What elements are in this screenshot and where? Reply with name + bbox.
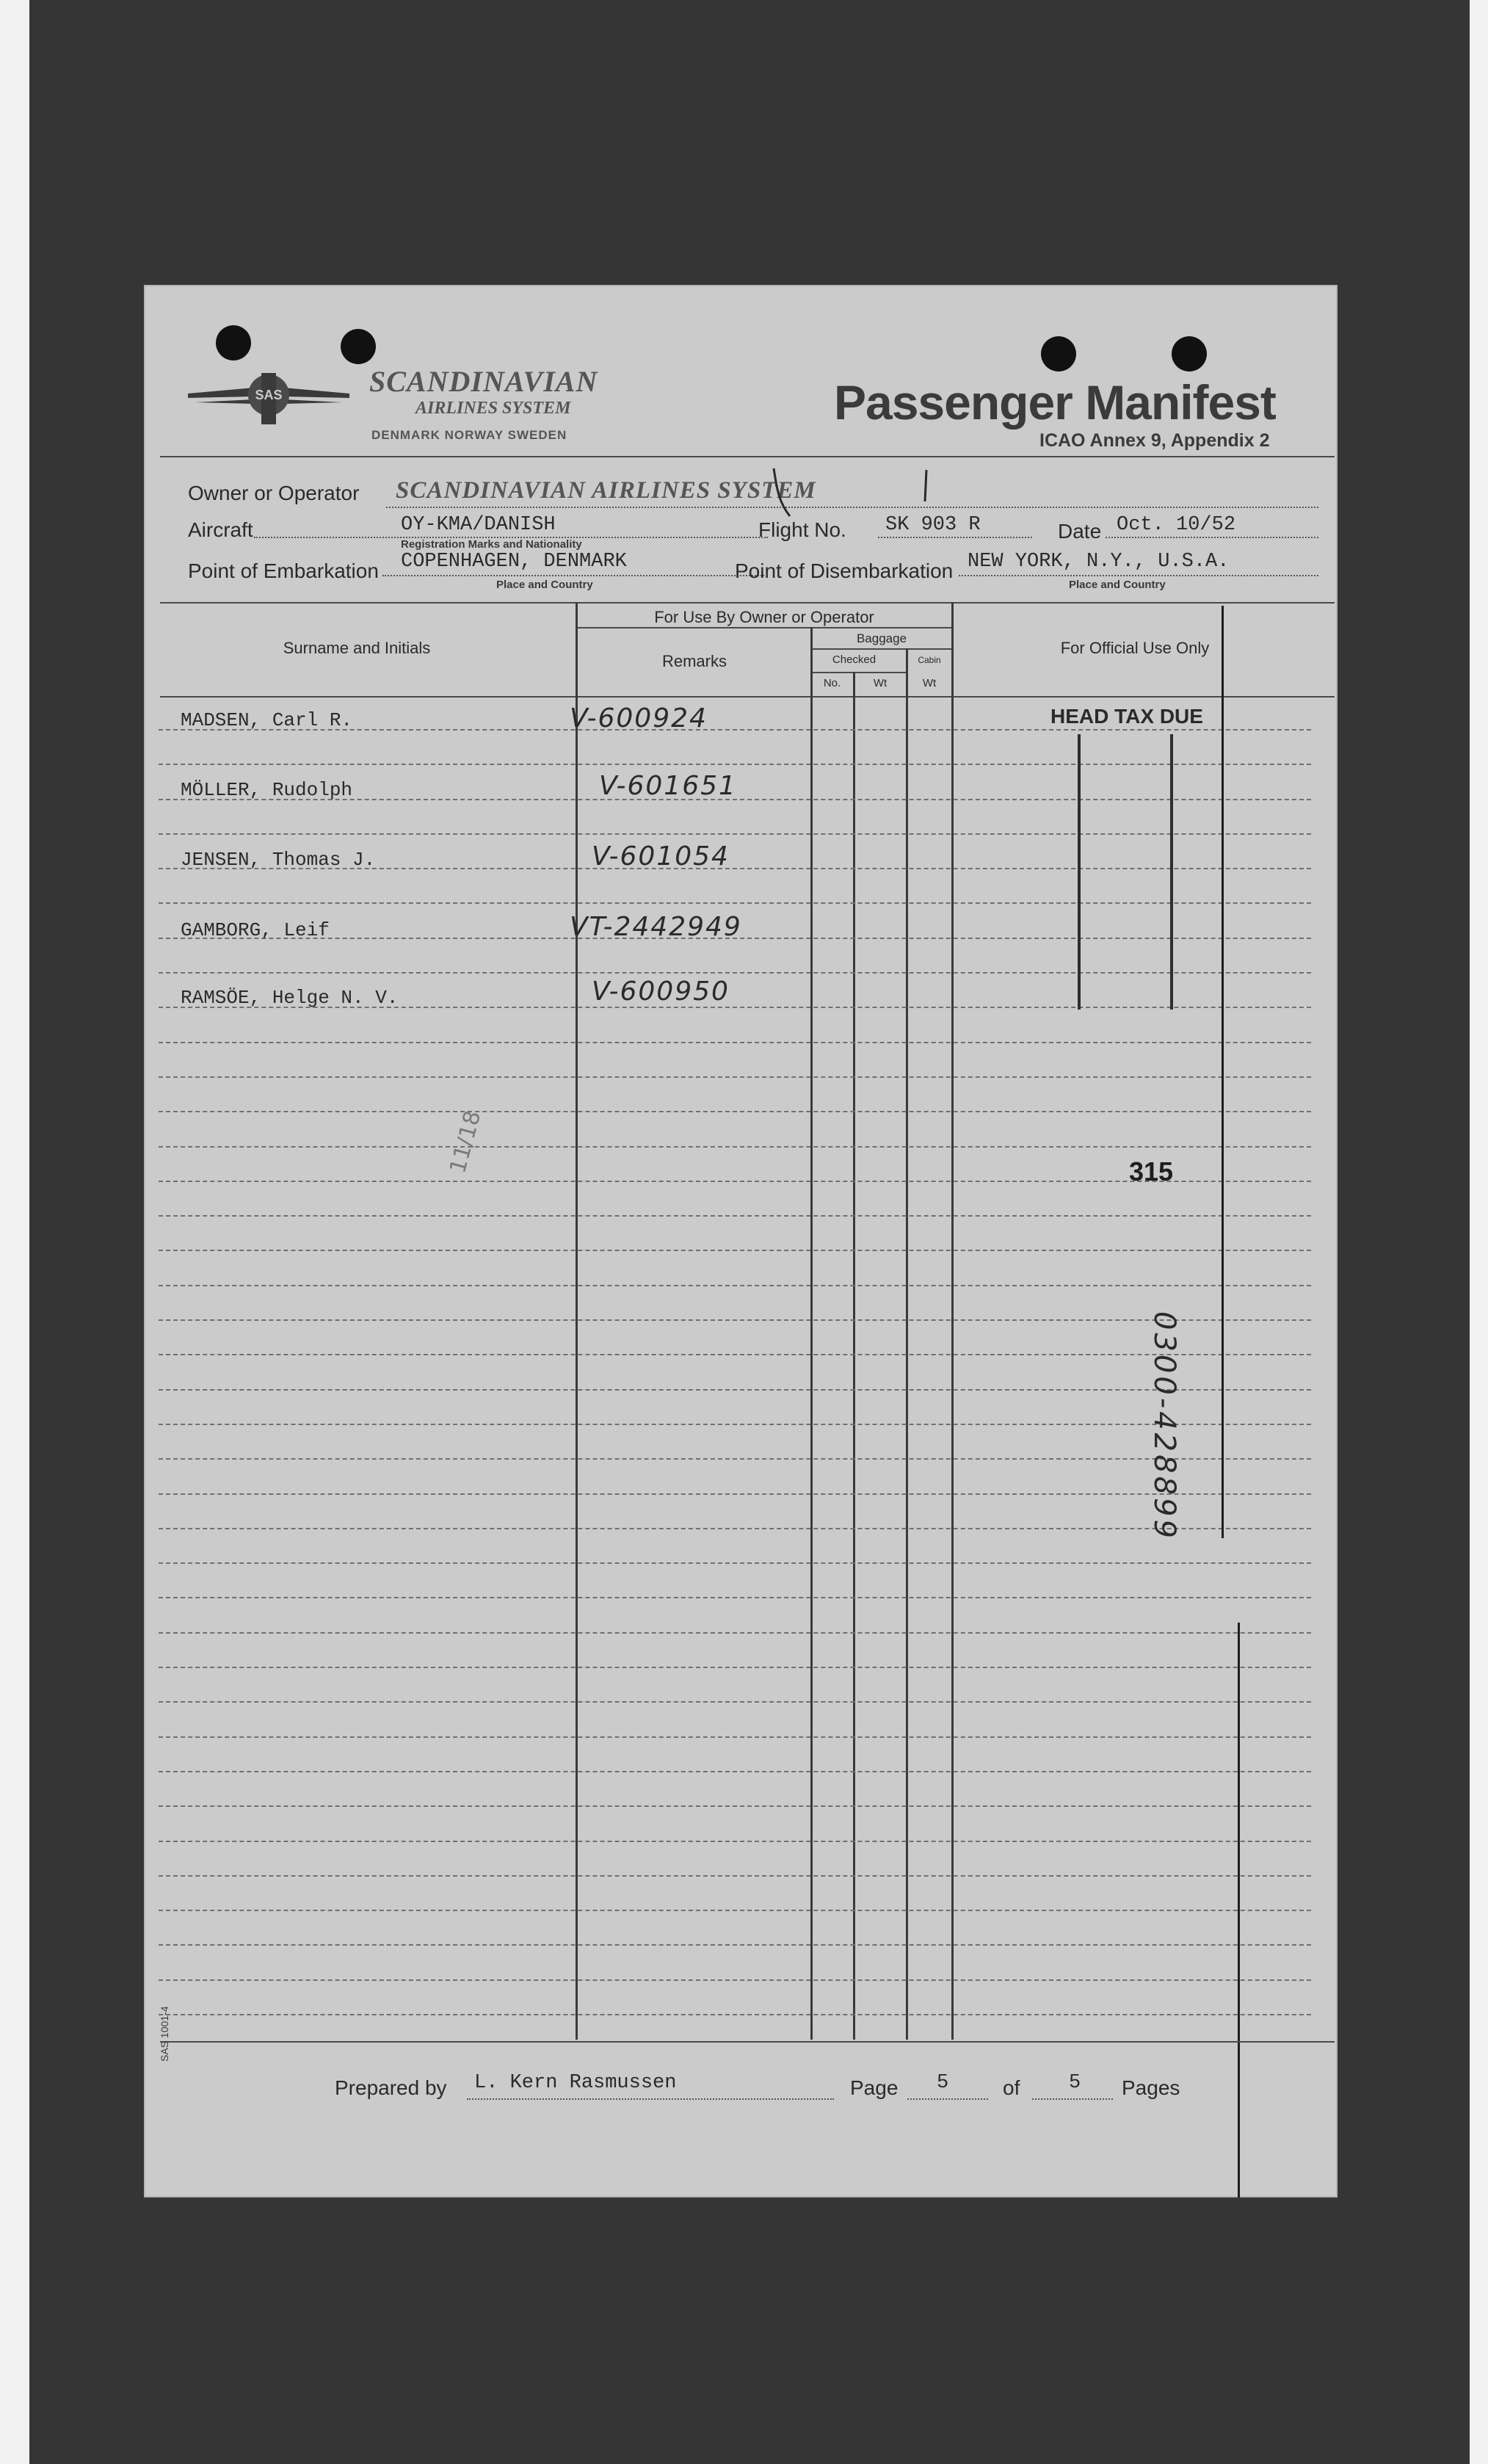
date-underline <box>1106 537 1318 538</box>
of-value: 5 <box>1069 2072 1081 2094</box>
disembarkation-underline <box>959 575 1318 576</box>
official-vertical-mark <box>1238 1623 1240 2197</box>
table-row-line <box>159 1528 1311 1529</box>
passenger-surname: RAMSÖE, Helge N. V. <box>181 987 399 1009</box>
svg-text:SAS: SAS <box>255 388 283 402</box>
table-row-line <box>159 1597 1311 1598</box>
table-row-line <box>159 1354 1311 1355</box>
table-row-line <box>159 1215 1311 1217</box>
punch-hole <box>1041 336 1076 372</box>
scan-border-left <box>0 0 29 2464</box>
aircraft-note: Registration Marks and Nationality <box>401 538 582 551</box>
col-no-header: No. <box>823 677 841 689</box>
prepared-by-value: L. Kern Rasmussen <box>474 2072 677 2094</box>
owner-group-divider <box>577 627 951 628</box>
table-row-line <box>159 1562 1311 1564</box>
punch-hole <box>341 329 376 364</box>
embarkation-value: COPENHAGEN, DENMARK <box>401 551 627 573</box>
of-label: of <box>1003 2076 1020 2099</box>
col-baggage-header: Baggage <box>856 631 907 645</box>
table-row-line <box>159 1701 1311 1703</box>
passenger-surname: MÖLLER, Rudolph <box>181 779 353 801</box>
table-header-bottom <box>160 696 1335 697</box>
scan-border-right <box>1470 0 1488 2464</box>
col-remarks-header: Remarks <box>661 652 727 670</box>
table-row-line <box>159 1285 1311 1286</box>
airline-subtitle: AIRLINES SYSTEM <box>415 399 571 418</box>
passenger-surname: MADSEN, Carl R. <box>181 709 353 731</box>
aircraft-label: Aircraft <box>188 518 253 541</box>
passenger-remarks: VT-2442949 <box>570 912 742 942</box>
punch-hole <box>216 325 251 360</box>
table-row-line <box>159 1076 1311 1078</box>
disembarkation-value: NEW YORK, N.Y., U.S.A. <box>968 551 1230 573</box>
col-cabin-wt-header: Wt <box>922 677 937 689</box>
footer-divider <box>160 2041 1335 2043</box>
table-row-line <box>159 2014 1311 2015</box>
bracket-line <box>1078 734 1081 1010</box>
prepared-underline <box>467 2098 834 2100</box>
table-row-line <box>159 1841 1311 1842</box>
date-value: Oct. 10/52 <box>1117 514 1236 536</box>
table-row-line <box>159 1944 1311 1946</box>
table-row-line <box>159 1319 1311 1321</box>
pen-mark-icon <box>921 468 935 505</box>
owner-value: SCANDINAVIAN AIRLINES SYSTEM <box>396 477 816 504</box>
table-row-line <box>159 1910 1311 1911</box>
passenger-list <box>159 703 1326 916</box>
page-underline <box>907 2098 988 2100</box>
flight-underline <box>878 537 1032 538</box>
table-row-line <box>159 1667 1311 1668</box>
punch-hole <box>1172 336 1207 372</box>
margin-pencil-note: 11/18 <box>445 1108 487 1176</box>
airline-name: SCANDINAVIAN <box>369 365 598 398</box>
official-vertical-mark <box>1222 606 1224 1538</box>
flight-value: SK 903 R <box>885 514 981 536</box>
owner-underline <box>386 507 1318 508</box>
date-label: Date <box>1058 520 1102 543</box>
bracket-line <box>1170 734 1173 1010</box>
embarkation-label: Point of Embarkation <box>188 559 379 582</box>
table-row-line <box>159 1146 1311 1148</box>
pages-label: Pages <box>1122 2076 1180 2099</box>
table-top-border <box>160 602 1335 604</box>
airline-countries: DENMARK NORWAY SWEDEN <box>371 428 567 442</box>
table-row-line <box>159 1493 1311 1495</box>
col-owner-group-header: For Use By Owner or Operator <box>654 608 874 626</box>
of-underline <box>1032 2098 1113 2100</box>
table-row-line <box>159 1250 1311 1251</box>
official-number: 315 <box>1129 1156 1174 1186</box>
passenger-remarks: V-601651 <box>599 771 737 801</box>
side-handwritten-number: 0300-428899 <box>1147 1311 1181 1541</box>
passenger-surname: JENSEN, Thomas J. <box>181 849 376 871</box>
page-label: Page <box>850 2076 899 2099</box>
passenger-surname: GAMBORG, Leif <box>181 919 330 941</box>
aircraft-value: OY-KMA/DANISH <box>401 514 556 536</box>
table-row-line <box>159 1805 1311 1807</box>
table-row-line <box>159 1979 1311 1981</box>
embarkation-note: Place and Country <box>496 579 593 591</box>
col-wt-header: Wt <box>873 677 888 689</box>
embarkation-underline <box>382 575 764 576</box>
baggage-divider <box>812 648 951 650</box>
col-surname-header: Surname and Initials <box>283 639 431 657</box>
page-subtitle: ICAO Annex 9, Appendix 2 <box>1039 430 1270 451</box>
head-tax-stamp: HEAD TAX DUE <box>1050 705 1203 728</box>
prepared-by-label: Prepared by <box>335 2076 447 2099</box>
table-row-line <box>159 1736 1311 1738</box>
disembarkation-note: Place and Country <box>1069 579 1166 591</box>
aircraft-underline <box>254 537 768 538</box>
passenger-remarks: V-600950 <box>592 976 730 1007</box>
table-row-line <box>159 1111 1311 1112</box>
table-row-line <box>159 1424 1311 1425</box>
col-checked-header: Checked <box>832 653 877 666</box>
col-cabin-header: Cabin <box>918 655 941 665</box>
page-value: 5 <box>937 2072 949 2094</box>
pen-mark-icon <box>768 465 797 520</box>
disembarkation-label: Point of Disembarkation <box>735 559 954 582</box>
table-row-line <box>159 1771 1311 1772</box>
airline-logo-icon <box>188 366 349 432</box>
table-row-line <box>159 1389 1311 1391</box>
table-row-line <box>159 1632 1311 1634</box>
page-title: Passenger Manifest <box>834 375 1276 430</box>
passenger-list-continued <box>159 912 1326 1063</box>
col-official-header: For Official Use Only <box>1060 639 1210 657</box>
table-row-line <box>159 1458 1311 1460</box>
passenger-remarks: V-600924 <box>570 703 708 733</box>
checked-divider <box>812 672 907 673</box>
form-code: SAS 1001-4 <box>159 2006 170 2062</box>
header-divider <box>160 456 1335 457</box>
flight-label: Flight No. <box>758 518 846 541</box>
table-row-line <box>159 1875 1311 1877</box>
owner-label: Owner or Operator <box>188 482 360 504</box>
manifest-sheet <box>144 285 1338 2197</box>
passenger-remarks: V-601054 <box>592 841 730 872</box>
